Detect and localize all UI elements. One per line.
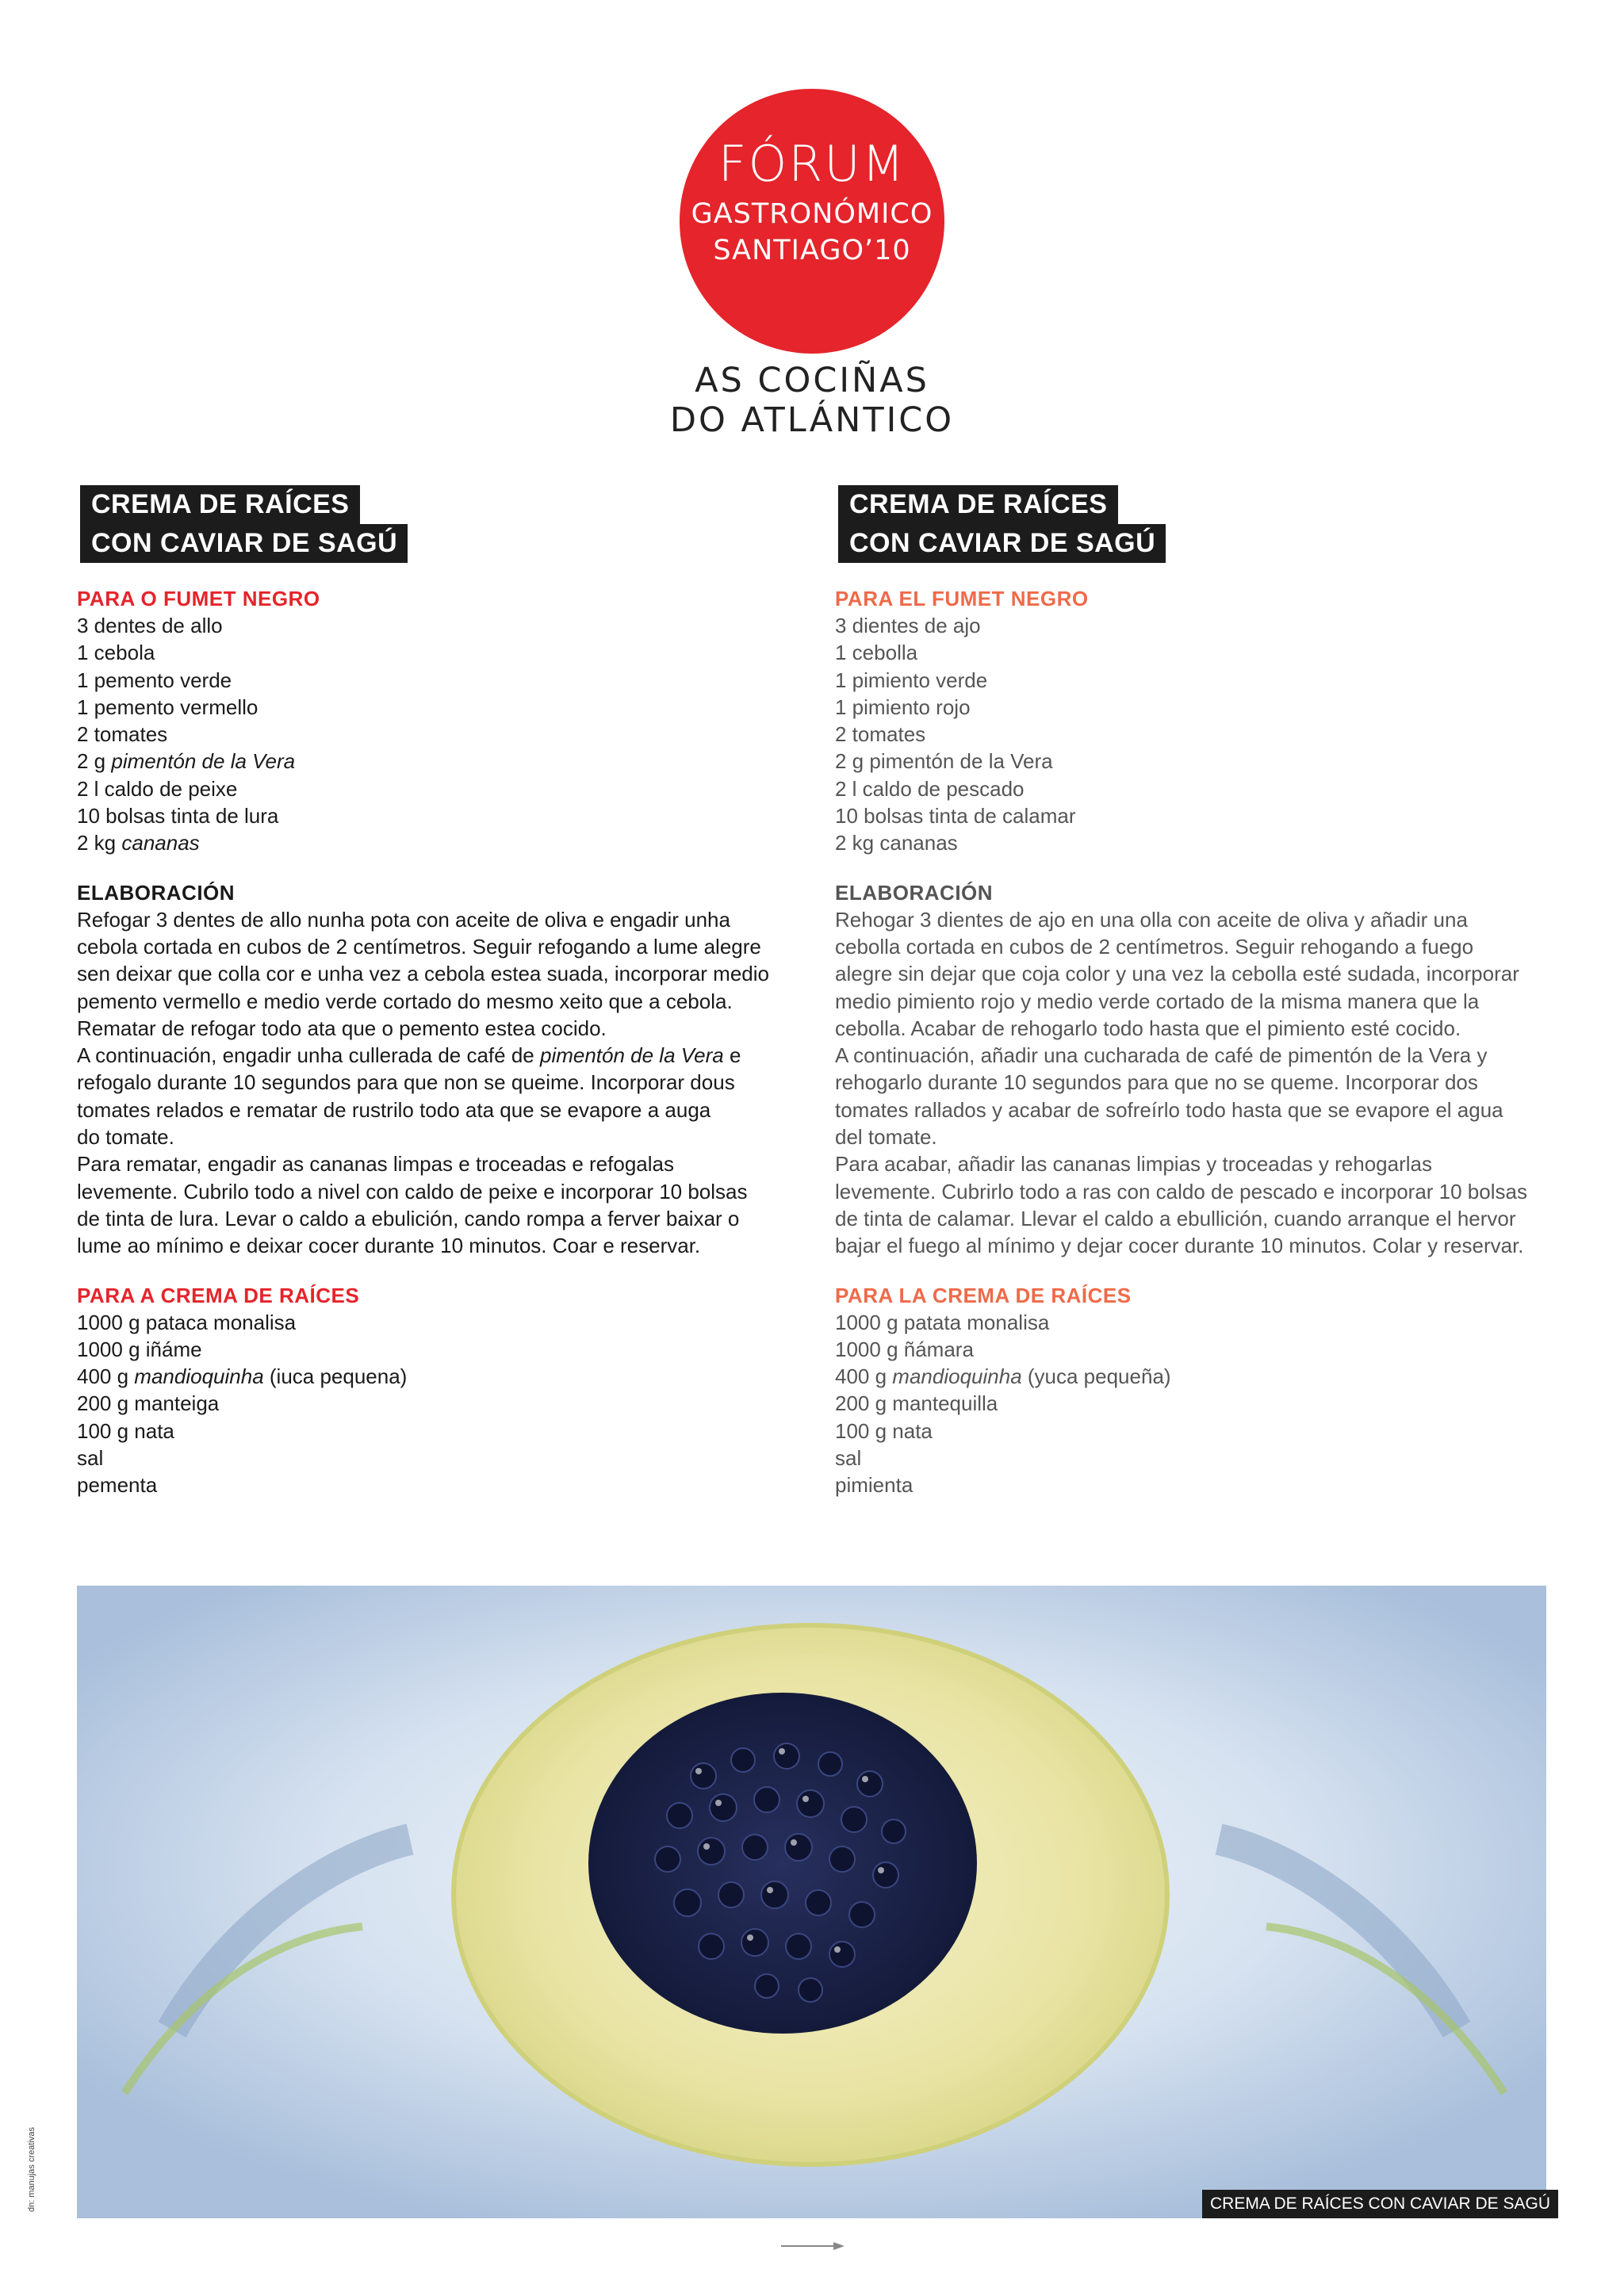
ingredient: 100 g nata [77, 1418, 174, 1443]
elaboration-heading: ELABORACIÓN [77, 880, 236, 905]
elaboration-paragraph: Rehogar 3 dientes de ajo en una olla con aceite de oliva y añadir una cebolla cortada en cubos de 2 centímetros. Seguir rehogando a fuego alegre sin dejar que coja color y una vez la cebolla esté sudada, incorporar medio pimiento rojo y medio verde cortado de la misma manera que la cebolla. Acabar de rehogarlo todo hasta que el pimiento esté cocido. [835, 907, 1519, 1040]
ingredient-italic: mandioquinha [134, 1364, 264, 1389]
photo-credit: dn: manujas creativas [27, 2127, 36, 2212]
ingredient [835, 1363, 1565, 1390]
ingredient [77, 748, 806, 775]
ingredient: 3 dentes de allo [77, 614, 223, 637]
elaboration-text: A continuación, engadir unha cullerada de café de [77, 1043, 540, 1068]
ingredient: 200 g mantequilla [835, 1391, 998, 1416]
ingredient: 2 g pimentón de la Vera [835, 749, 1053, 774]
ingredient: 1 pimiento verde [835, 668, 988, 692]
fumet-heading: PARA O FUMET NEGRO [77, 587, 320, 610]
crema-heading: PARA LA CREMA DE RAÍCES [835, 1283, 1132, 1307]
recipe-title [80, 485, 806, 563]
ingredient: pementa [77, 1473, 158, 1498]
ingredient-italic: pimentón de la Vera [111, 749, 296, 774]
logo-line-2: GASTRONÓMICO [691, 198, 933, 230]
ingredient: 1 pemento verde [77, 668, 232, 692]
recipe-title-line-2: CON CAVIAR DE SAGÚ [838, 524, 1166, 563]
recipe-title-line-1: CREMA DE RAÍCES [80, 485, 360, 524]
fumet-heading: PARA EL FUMET NEGRO [835, 587, 1089, 610]
ingredient-qty: 400 g [835, 1364, 893, 1389]
ingredient: 1000 g patata monalisa [835, 1310, 1050, 1334]
dish-photo [77, 1586, 1546, 2218]
recipe-title-line-1: CREMA DE RAÍCES [838, 485, 1118, 524]
elaboration-italic: pimentón de la Vera [539, 1043, 724, 1068]
ingredient: 1 pimiento rojo [835, 695, 971, 719]
ingredient: sal [77, 1446, 104, 1471]
ingredient: 1 pemento vermello [77, 695, 259, 719]
ingredient: 1000 g pataca monalisa [77, 1310, 297, 1334]
ingredient: 10 bolsas tinta de calamar [835, 804, 1076, 828]
logo-line-1: FÓRUM [718, 135, 906, 193]
elaboration-paragraph: A continuación, añadir una cucharada de café de pimentón de la Vera y rehogarlo durante 10 segundos para que no se queme. Incorporar dos tomates rallados y acabar de sofreírlo todo hasta que se evapore el agua del tomate. [835, 1043, 1503, 1150]
ingredient: 2 l caldo de peixe [77, 776, 238, 801]
ingredient-note: (iuca pequena) [263, 1364, 408, 1389]
recipe-column-galician [77, 485, 806, 1499]
elaboration-heading: ELABORACIÓN [835, 880, 994, 905]
ingredient: 1000 g ñámara [835, 1337, 974, 1361]
elaboration-text: e refogalo durante 10 segundos para que non se queime. Incorporar dous tomates relados e rematar de rustrilo todo ata que se evapore a auga do tomate. [77, 1043, 741, 1150]
ingredient: 1 cebolla [835, 641, 918, 665]
dish-illustration [77, 1586, 1546, 2218]
recipe-title [838, 485, 1565, 563]
ingredient: sal [835, 1446, 862, 1471]
ingredient: 3 dientes de ajo [835, 614, 981, 637]
crema-heading: PARA A CREMA DE RAÍCES [77, 1283, 360, 1307]
ingredient: 10 bolsas tinta de lura [77, 804, 279, 828]
recipe-column-spanish [835, 485, 1565, 1499]
elaboration-paragraph: Para rematar, engadir as cananas limpas e troceadas e refogalas levemente. Cubrilo todo a nivel con caldo de peixe e incorporar 10 bolsas de tinta de lura. Levar o caldo a ebulición, cando rompa a ferver baixar o lume ao mínimo e deixar cocer durante 10 minutos. Coar e reservar. [77, 1152, 748, 1258]
ingredient: 1000 g iñáme [77, 1337, 202, 1361]
elaboration-paragraph: Refogar 3 dentes de allo nunha pota con aceite de oliva e engadir unha cebola cortada en cubos de 2 centímetros. Seguir refogando a lume alegre sen deixar que colla cor e unha vez a cebola estea suada, incorporar medio pemento vermello e medio verde cortado do mesmo xeito que a cebola. Rematar de refogar todo ata que o pemento estea cocido. [77, 907, 769, 1040]
ingredient-italic: mandioquinha [892, 1364, 1022, 1389]
recipe-title-line-2: CON CAVIAR DE SAGÚ [80, 524, 408, 563]
ingredient: 2 tomates [835, 722, 926, 747]
arrow-right-icon [781, 2241, 845, 2252]
ingredient: 200 g manteiga [77, 1391, 220, 1416]
ingredient-qty: 2 kg [77, 831, 122, 855]
photo-caption: CREMA DE RAÍCES CON CAVIAR DE SAGÚ [1202, 2190, 1558, 2218]
ingredient: 1 cebola [77, 641, 155, 665]
ingredient-qty: 400 g [77, 1364, 135, 1389]
subtitle-line-2: DO ATLÁNTICO [669, 400, 955, 440]
ingredient-note: (yuca pequeña) [1021, 1364, 1171, 1389]
logo-line-3: SANTIAGO’10 [713, 235, 911, 266]
ingredient: 2 tomates [77, 722, 168, 747]
subtitle-line-1: AS COCIÑAS [695, 361, 929, 400]
ingredient: 2 l caldo de pescado [835, 776, 1025, 801]
ingredient-italic: cananas [121, 831, 200, 855]
ingredient-qty: 2 g [77, 749, 112, 774]
ingredient: pimienta [835, 1473, 914, 1498]
ingredient [77, 1363, 806, 1390]
elaboration-paragraph: Para acabar, añadir las cananas limpias y troceadas y rehogarlas levemente. Cubrirlo todo a ras con caldo de pescado e incorporar 10 bolsas de tinta de calamar. Llevar el caldo a ebullición, cuando arranque el hervor bajar el fuego al mínimo y dejar cocer durante 10 minutos. Colar y reservar. [835, 1152, 1527, 1258]
elaboration-paragraph [77, 1042, 806, 1150]
forum-logo [680, 89, 944, 354]
ingredient [77, 829, 806, 856]
ingredient: 2 kg cananas [835, 831, 958, 855]
ingredient: 100 g nata [835, 1418, 933, 1443]
